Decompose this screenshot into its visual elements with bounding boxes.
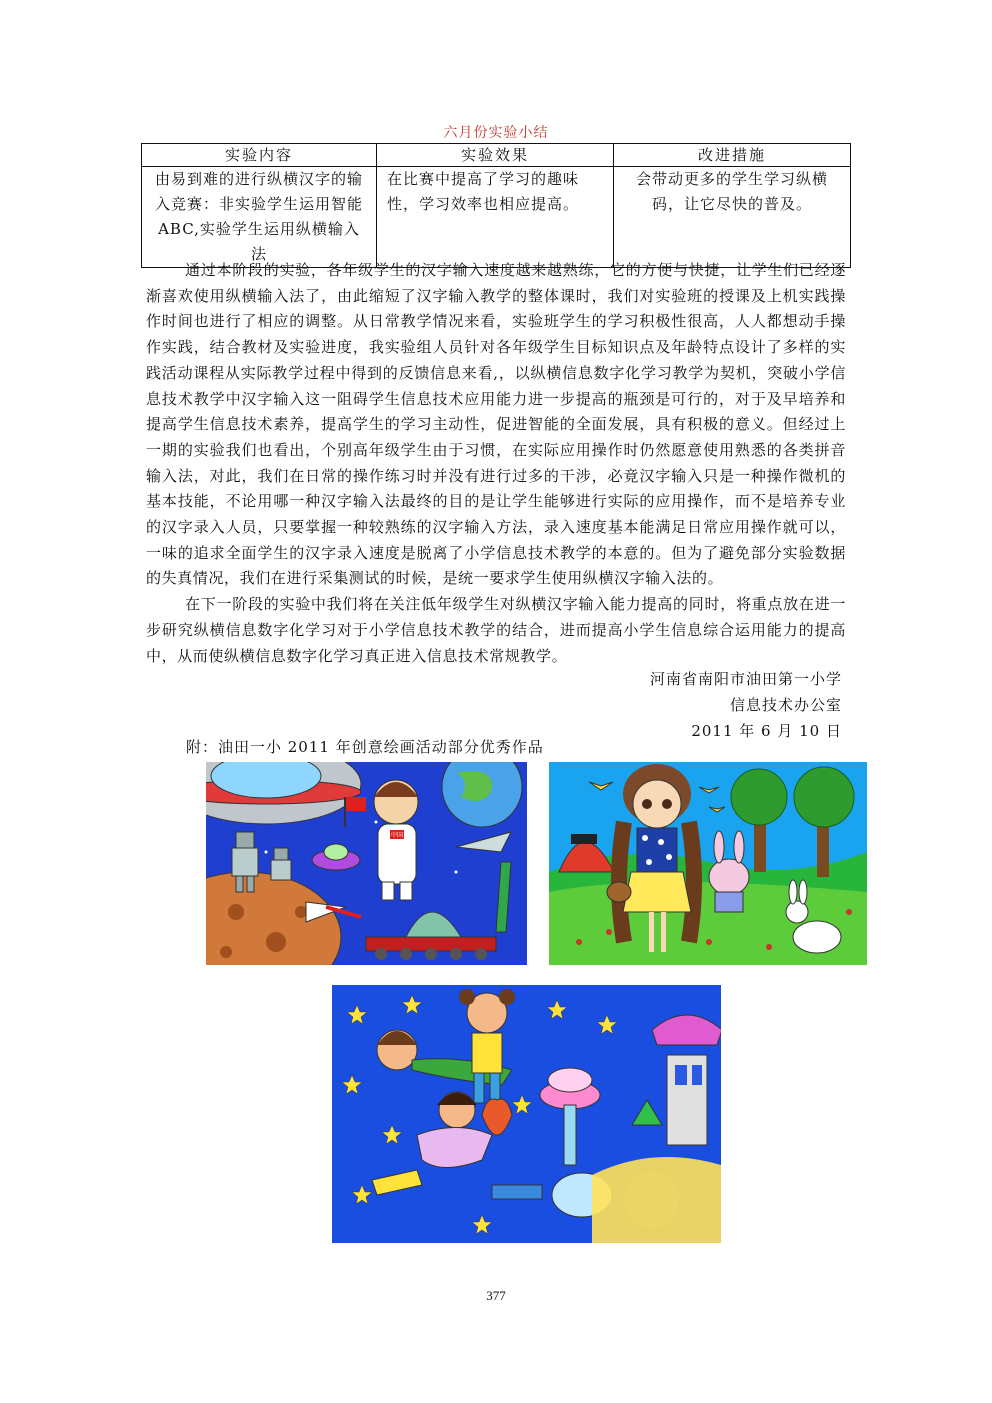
experiment-summary-table <box>141 143 851 268</box>
signature-date: 2011 年 6 月 10 日 <box>691 722 842 740</box>
signature-school: 河南省南阳市油田第一小学 <box>649 670 842 688</box>
paragraph-2: 在下一阶段的实验中我们将在关注低年级学生对纵横汉字输入能力提高的同时，将重点放在进一步研究纵横信息数字化学习对于小学信息技术教学的结合，进而提高小学生信息综合运用能力的提高中，从而使纵横信息数字化学习真正进入信息技术常规教学。 <box>146 595 846 665</box>
table-row <box>142 167 851 268</box>
table-header-row <box>142 144 851 167</box>
body-text <box>146 258 846 669</box>
drawing-kids-space <box>332 985 721 1243</box>
page-number: 377 <box>486 1288 506 1303</box>
drawing-girl-garden <box>549 762 867 965</box>
flag-label: 中国 <box>390 832 404 839</box>
appendix-caption: 附：油田一小 2011 年创意绘画活动部分优秀作品 <box>186 738 544 756</box>
table-title: 六月份实验小结 <box>443 125 549 141</box>
signature-block <box>560 666 842 744</box>
cell-content: 由易到难的进行纵横汉字的输入竞赛：非实验学生运用智能 ABC,实验学生运用纵横输入法 <box>142 167 377 268</box>
header-content: 实验内容 <box>142 144 377 167</box>
signature-office: 信息技术办公室 <box>729 696 842 714</box>
cell-improvement: 会带动更多的学生学习纵横码，让它尽快的普及。 <box>614 167 851 268</box>
header-effect: 实验效果 <box>377 144 614 167</box>
cell-effect: 在比赛中提高了学习的趣味性，学习效率也相应提高。 <box>377 167 614 268</box>
header-improvement: 改进措施 <box>614 144 851 167</box>
drawing-space-astronaut <box>206 762 527 965</box>
paragraph-1: 通过本阶段的实验，各年级学生的汉字输入速度越来越熟练，它的方便与快捷，让学生们已经逐渐喜欢使用纵横输入法了，由此缩短了汉字输入教学的整体课时，我们对实验班的授课及上机实践操作时间也进行了相应的调整。从日常教学情况来看，实验班学生的学习积极性很高，人人都想动手操作实践，结合教材及实验进度，我实验组人员针对各年级学生目标知识点及年龄特点设计了多样的实践活动课程从实际教学过程中得到的反馈信息来看,，以纵横信息数字化学习教学为契机，突破小学信息技术教学中汉字输入这一阻碍学生信息技术应用能力进一步提高的瓶颈是可行的，对于及早培养和提高学生信息技术素养，提高学生的学习主动性，促进智能的全面发展，具有积极的意义。但经过上一期的实验我们也看出，个别高年级学生由于习惯，在实际应用操作时仍然愿意使用熟悉的各类拼音输入法，对此，我们在日常的操作练习时并没有进行过多的干涉，必竟汉字输入只是一种操作微机的基本技能，不论用哪一种汉字输入法最终的目的是让学生能够进行实际的应用操作，而不是培养专业的汉字录入人员，只要掌握一种较熟练的汉字输入方法，录入速度基本能满足日常应用操作就可以，一味的追求全面学生的汉字录入速度是脱离了小学信息技术教学的本意的。但为了避免部分实验数据的失真情况，我们在进行采集测试的时候，是统一要求学生使用纵横汉字输入法的。 <box>146 261 846 588</box>
